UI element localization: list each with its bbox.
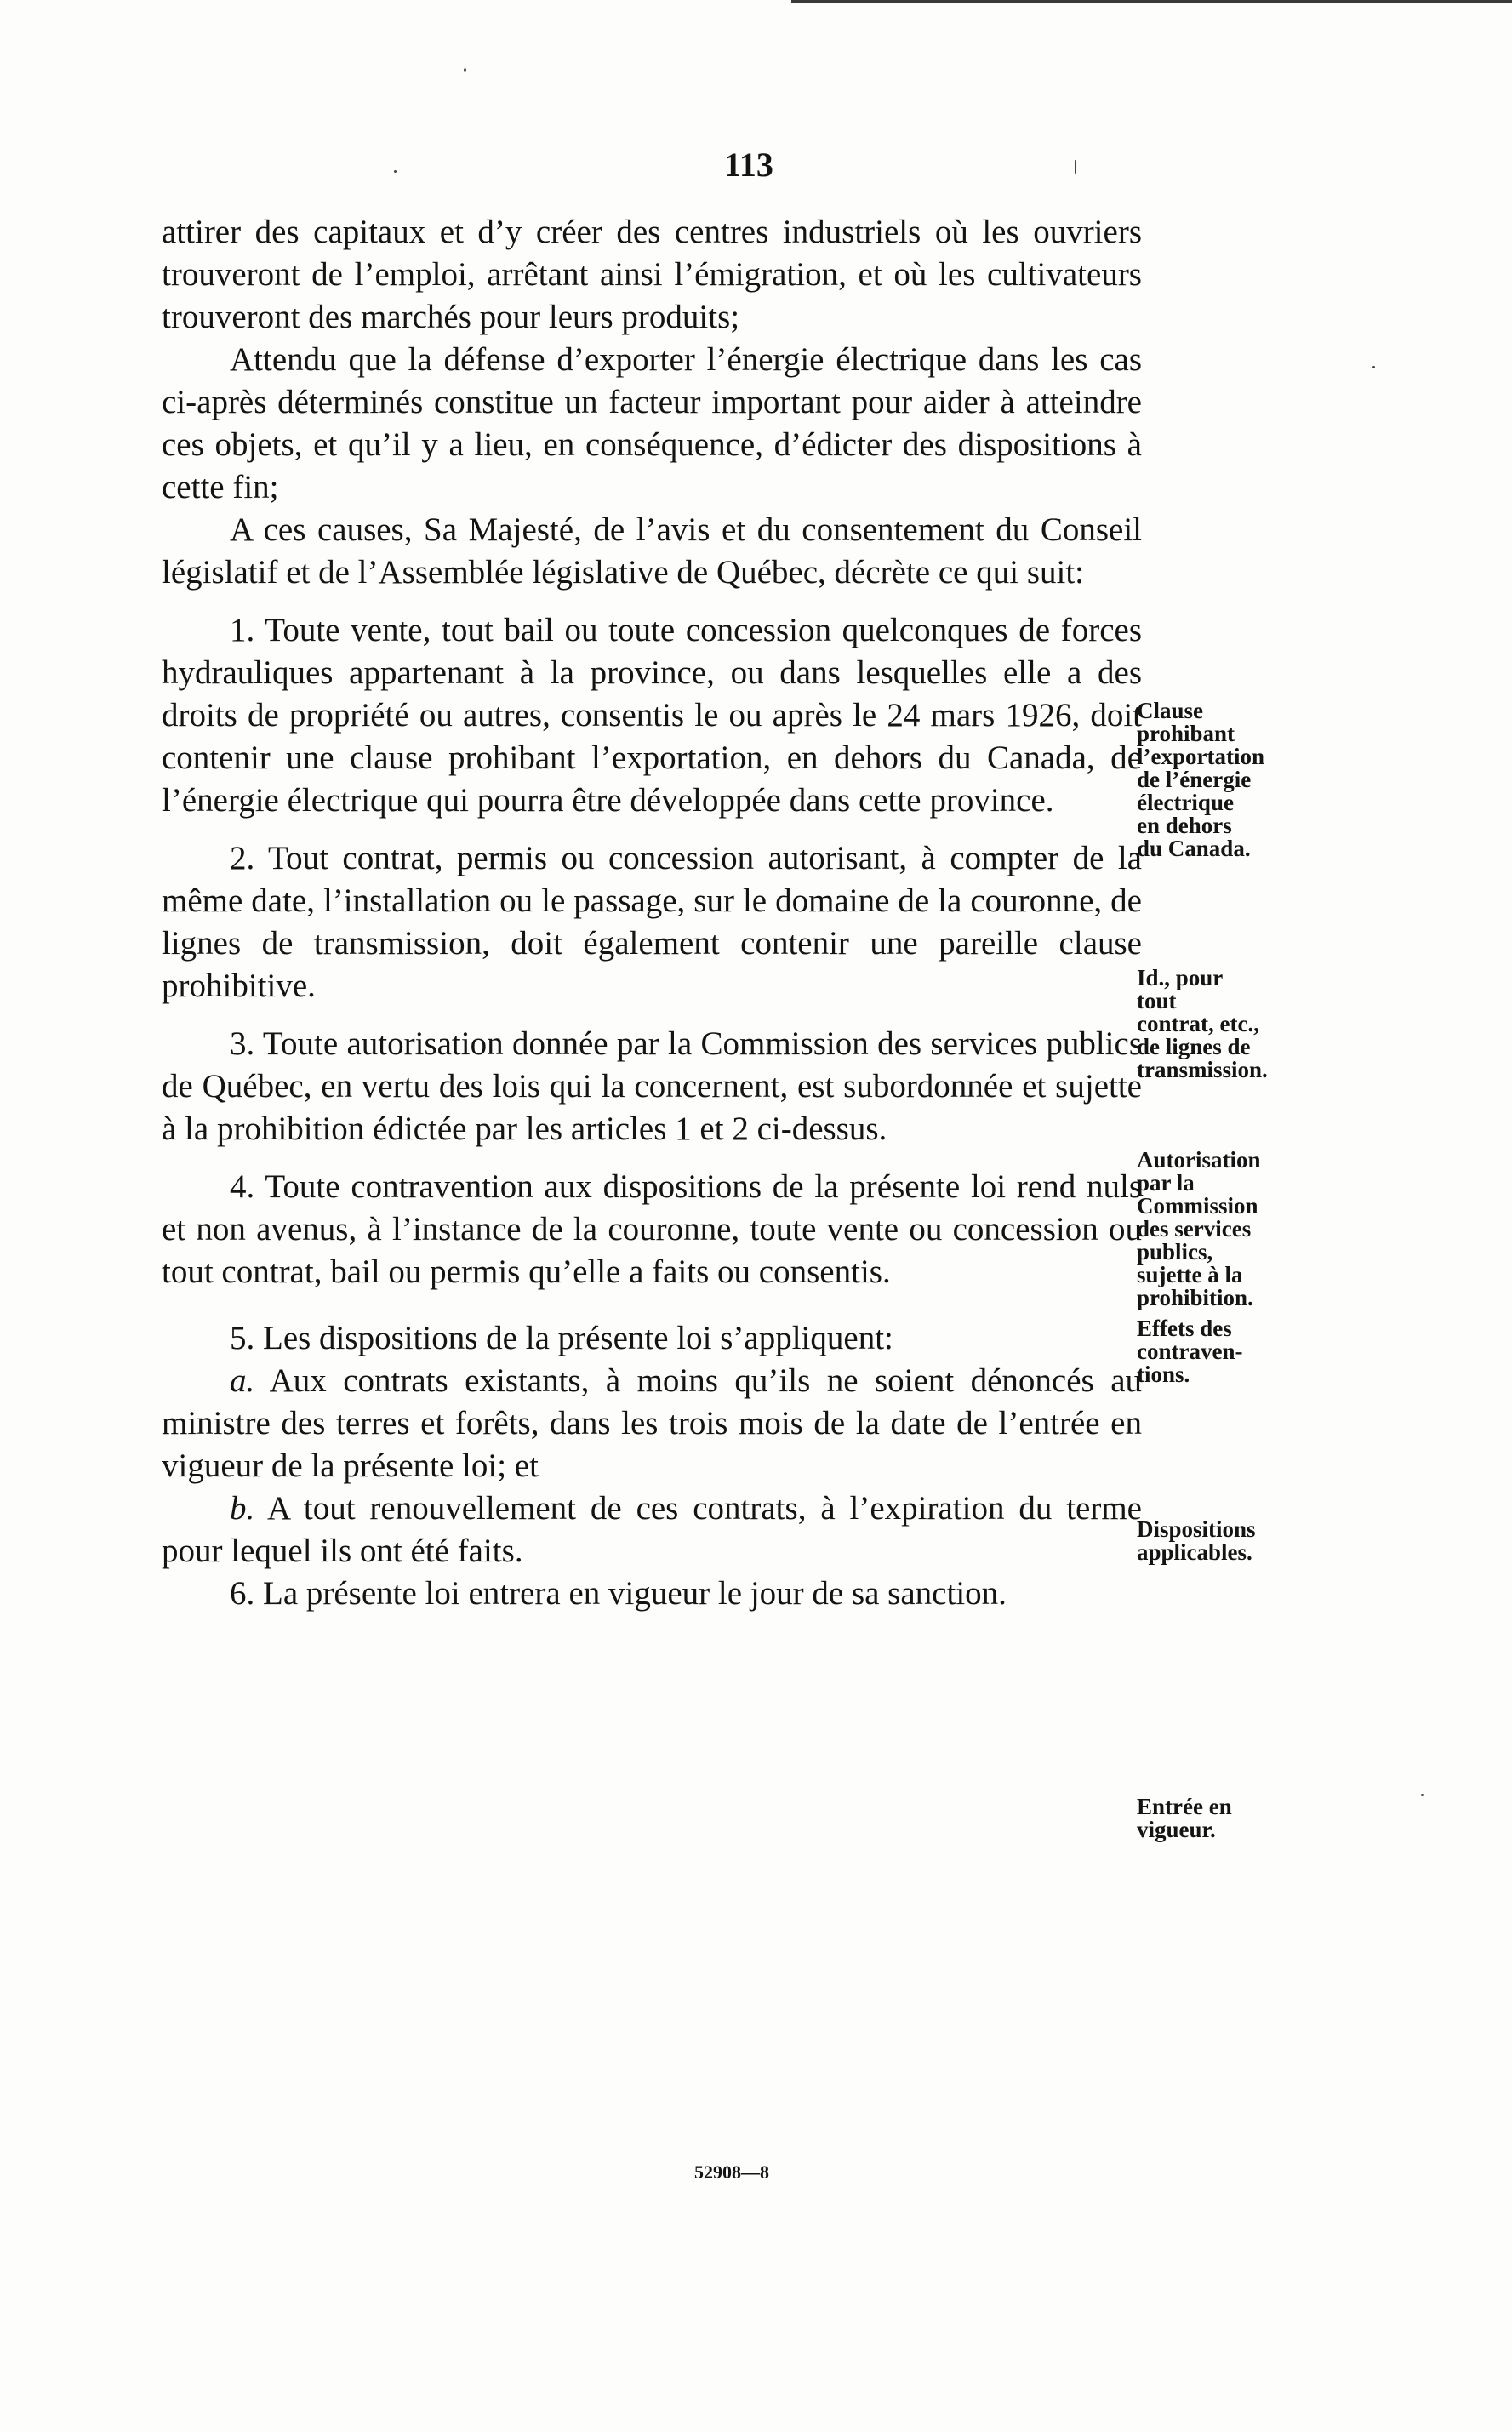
subsection-text: Aux contrats existants, à moins qu’ils ne soient dénoncés au ministre des terres et forêts, dans les trois mois de la date de l’entrée en vigueur de la présente loi; et bbox=[162, 1362, 1142, 1484]
section-text: Toute autorisation donnée par la Commission des services publics de Québec, en vertu des lois qui la concernent, est subordonnée et sujette à la prohibition édictée par les articles 1 et 2 ci-dessus. bbox=[162, 1025, 1142, 1147]
section-text: Les dispositions de la présente loi s’appliquent: bbox=[263, 1320, 893, 1356]
top-rule bbox=[791, 0, 1512, 3]
margin-note-line: Id., pour bbox=[1137, 965, 1224, 990]
section-text: Tout contrat, permis ou concession autorisant, à compter de la même date, l’installation ou le passage, sur le domaine de la couronne, de lignes de transmission, doit également contenir une pareille clause prohibitive. bbox=[162, 840, 1142, 1004]
margin-note-line: électrique bbox=[1137, 790, 1234, 815]
margin-note-autorisation bbox=[1137, 1149, 1349, 1310]
section-6 bbox=[162, 1573, 1142, 1615]
section-4 bbox=[162, 1166, 1142, 1293]
section-5 bbox=[162, 1317, 1142, 1360]
margin-note-line: du Canada. bbox=[1137, 836, 1251, 861]
margin-note-line: publics, bbox=[1137, 1239, 1213, 1265]
margin-note-line: prohibition. bbox=[1137, 1285, 1253, 1310]
margin-note-line: Entrée en bbox=[1137, 1794, 1232, 1819]
section-3 bbox=[162, 1023, 1142, 1150]
margin-note-line: contraven- bbox=[1137, 1339, 1243, 1364]
scan-speck bbox=[1075, 160, 1076, 174]
margin-note-line: sujette à la bbox=[1137, 1262, 1243, 1287]
margin-note-line: l’exportation bbox=[1137, 744, 1264, 769]
scan-speck bbox=[1421, 1794, 1424, 1796]
margin-note-line: Effets des bbox=[1137, 1316, 1232, 1341]
section-text: Toute vente, tout bail ou toute concession quelconques de forces hydrauliques appartenant à la province, ou dans lesquelles elle a des droits de propriété ou autres, consentis le ou après le 24 mars 1926, doit contenir une clause prohibant l’exportation, en dehors du Canada, de l’énergie électrique qui pourra être développée dans cette province. bbox=[162, 612, 1142, 819]
section-2 bbox=[162, 837, 1142, 1008]
margin-note-line: contrat, etc., bbox=[1137, 1011, 1259, 1036]
subsection-letter: a. bbox=[230, 1362, 255, 1399]
margin-note-line: tions. bbox=[1137, 1362, 1190, 1387]
footer-print-code: 52908—8 bbox=[694, 2161, 769, 2183]
page-number: 113 bbox=[724, 146, 773, 184]
margin-note-line: prohibant bbox=[1137, 721, 1235, 746]
margin-note-line: applicables. bbox=[1137, 1539, 1252, 1565]
margin-note-line: des services bbox=[1137, 1216, 1252, 1242]
paragraph-enacting-clause: A ces causes, Sa Majesté, de l’avis et du consentement du Conseil législatif et de l’Assemblée législative de Québec, décrète ce qui suit: bbox=[162, 511, 1142, 591]
section-text: Toute contravention aux dispositions de la présente loi rend nuls et non avenus, à l’instance de la couronne, toute vente ou concession ou tout contrat, bail ou permis qu’elle a faits ou consentis. bbox=[162, 1168, 1142, 1290]
section-number: 4. bbox=[230, 1168, 255, 1205]
margin-note-line: Commission bbox=[1137, 1193, 1258, 1219]
subsection-letter: b. bbox=[230, 1490, 255, 1527]
margin-note-entree-en-vigueur bbox=[1137, 1795, 1349, 1841]
margin-note-id-pour-tout-contrat bbox=[1137, 967, 1349, 1082]
section-number: 3. bbox=[230, 1025, 255, 1062]
subsection-text: A tout renouvellement de ces contrats, à l’expiration du terme pour lequel ils ont été faits. bbox=[162, 1490, 1142, 1569]
section-text: La présente loi entrera en vigueur le jour de sa sanction. bbox=[263, 1575, 1007, 1612]
margin-note-line: Autorisation bbox=[1137, 1147, 1261, 1173]
margin-note-line: Clause bbox=[1137, 698, 1204, 723]
margin-note-clause-prohibant bbox=[1137, 699, 1349, 860]
margin-note-effets bbox=[1137, 1317, 1349, 1386]
section-number: 1. bbox=[230, 612, 255, 648]
section-number: 5. bbox=[230, 1320, 255, 1356]
scan-speck bbox=[1372, 366, 1375, 368]
paragraph-whereas: Attendu que la défense d’exporter l’énergie électrique dans les cas ci-après déterminés constitue un facteur important pour aider à atteindre ces objets, et qu’il y a lieu, en conséquence, d’édicter des dispositions à cette fin; bbox=[162, 341, 1142, 505]
section-1 bbox=[162, 609, 1142, 822]
margin-note-line: de l’énergie bbox=[1137, 767, 1252, 792]
margin-note-line: de lignes de bbox=[1137, 1034, 1251, 1059]
scan-speck bbox=[464, 68, 466, 72]
section-5-b bbox=[162, 1487, 1142, 1573]
margin-note-dispositions bbox=[1137, 1518, 1349, 1564]
paragraph-preamble-continuation: attirer des capitaux et d’y créer des centres industriels où les ouvriers trouveront de l’emploi, arrêtant ainsi l’émigration, et où les cultivateurs trouveront des marchés pour leurs produits; bbox=[162, 214, 1142, 335]
margin-note-line: par la bbox=[1137, 1170, 1195, 1196]
margin-note-line: Dispositions bbox=[1137, 1516, 1256, 1542]
margin-note-line: en dehors bbox=[1137, 813, 1232, 838]
margin-note-line: tout bbox=[1137, 988, 1177, 1013]
body-text bbox=[162, 211, 1142, 1615]
margin-note-line: vigueur. bbox=[1137, 1817, 1216, 1842]
scan-speck bbox=[394, 170, 397, 173]
section-number: 6. bbox=[230, 1575, 255, 1612]
section-number: 2. bbox=[230, 840, 255, 876]
margin-note-line: transmission. bbox=[1137, 1057, 1268, 1082]
section-5-a bbox=[162, 1360, 1142, 1487]
